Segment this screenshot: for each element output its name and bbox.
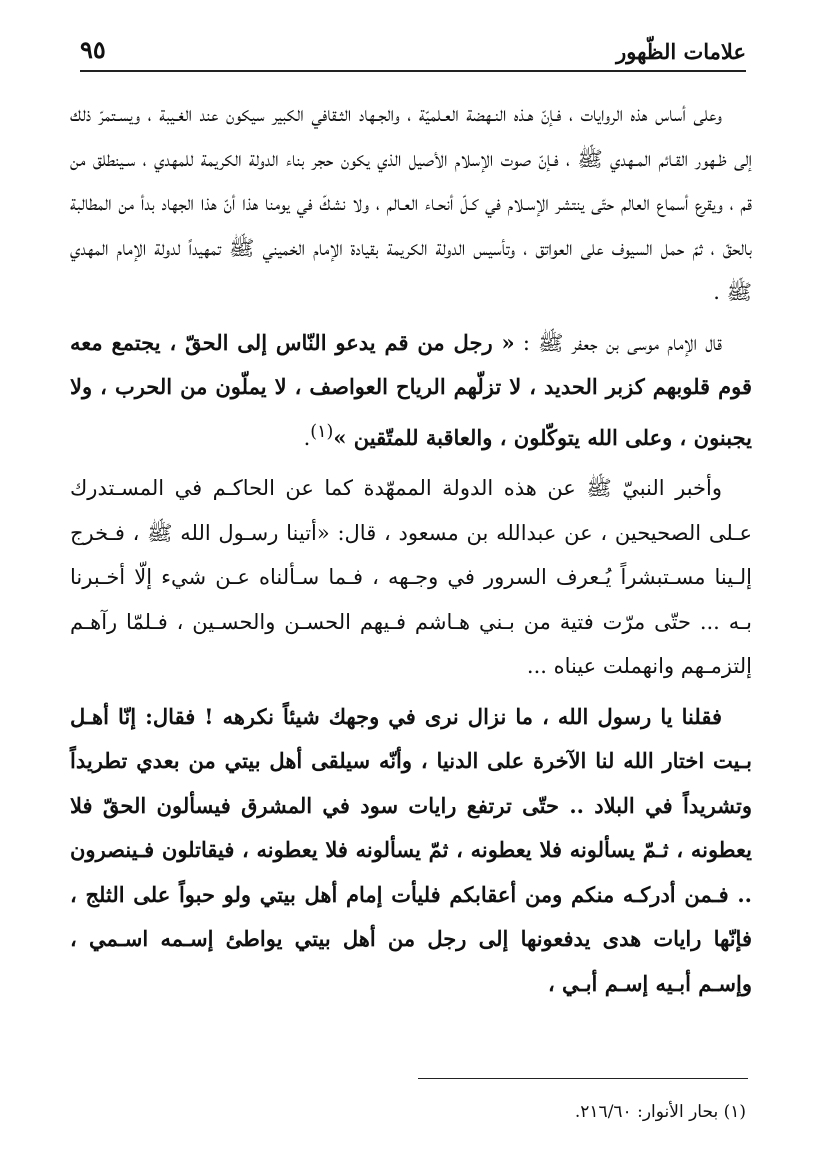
paragraph-3: وأخبر النبيّ ﷺ عن هذه الدولة الممهّدة كما عن الحاكـم في المسـتدرك عـلى الصحيحين ، عن عبدالله بن مسعود ، قال: «أتينا رسـول الله ﷺ ، فـخرج إلـينا مسـتبشراً يُـعرف السرور في وجـهه ، فـما سـألناه عـن شيء إلّا أخـبرنا بـه ... حتّى مرّت فتية من بـني هـاشم فـيهم الحسـن والحسـين ، فـلمّا رآهـم إلتزمـهم وانهملت عيناه ... [70,476,752,678]
paragraph-4-intro: فقلنا يا رسول الله ، ما نزال نرى في وجهك شيئاً نكرهه ! فقال: [136,703,722,729]
paragraph-4 [70,695,752,1007]
footnote-divider [418,1078,748,1079]
page-header [80,28,746,72]
paragraph-4-quote: إنّا أهـل بـيت اختار الله لنا الآخرة على الدنيا ، وأنّه سيلقى أهل بيتي من بعدي تطريداً وتشريداً في البلاد .. حتّى ترتفع رايات سود في المشرق فيسألون الحقّ فلا يعطونه ، ثـمّ يسألونه فلا يعطونه ، ثمّ يسألونه فلا يعطونه ، فيقاتلون فـينصرون .. فـمن أدركـه منكم ومن أعقابكم فليأت إمام أهل بيتي ولو حبواً على الثلج ، فإنّها رايات هدى يدفعونها إلى رجل من أهل بيتي يواطئ إسـمه اسـمي ، وإسـم أبـيه إسـم أبـي ، [70,703,753,996]
paragraph-2 [70,321,752,461]
running-title: علامات الظّهور [616,39,746,64]
footnote-marker: (١) [310,421,334,442]
footnote: (١) بحار الأنوار: ٢١٦/٦٠. [574,1102,746,1122]
paragraph-2-intro: قال الإمام موسى بن جعفر ﷺ : [514,330,722,355]
page-number: ٩٥ [80,35,106,64]
paragraph-2-quote: « رجل من قم يدعو النّاس إلى الحقّ ، يجتمع معه قوم قلوبهم كزبر الحديد ، لا تزلّهم الرياح العواصف ، لا يملّون من الحرب ، ولا يجبنون ، وعلى الله يتوكّلون ، والعاقبة للمتّقين » [70,329,752,450]
paragraph-1: وعلى أساس هذه الروايات ، فـإنّ هـذه النـهضة العـلميّة ، والجـهاد الثـقافي الكبير سيكون عند الغـيبة ، ويسـتمرّ ذلك إلى ظـهور القـائم المـهدي ﷺ ، فـإنّ صوت الإسلام الأصيل الذي يكون حجر بناء الدولة الكريمة للمهدي ، سـينطلق من قم ، ويقرع أسماع العالم حتّى ينتشر الإسـلام في كـلّ أنحـاء العـالم ، ولا نشكّ في يومنا هذا أنّ هذا الجهاد بدأ من المطالبة بالحقّ ، ثمّ حمل السيوف على العواتق ، وتأسيس الدولة الكريمة بقيادة الإمام الخميني ﷺ تمهيداً لدولة الإمام المهدي ﷺ . [70,102,752,304]
body-text [70,92,752,1012]
paragraph-2-end: . [303,425,311,450]
